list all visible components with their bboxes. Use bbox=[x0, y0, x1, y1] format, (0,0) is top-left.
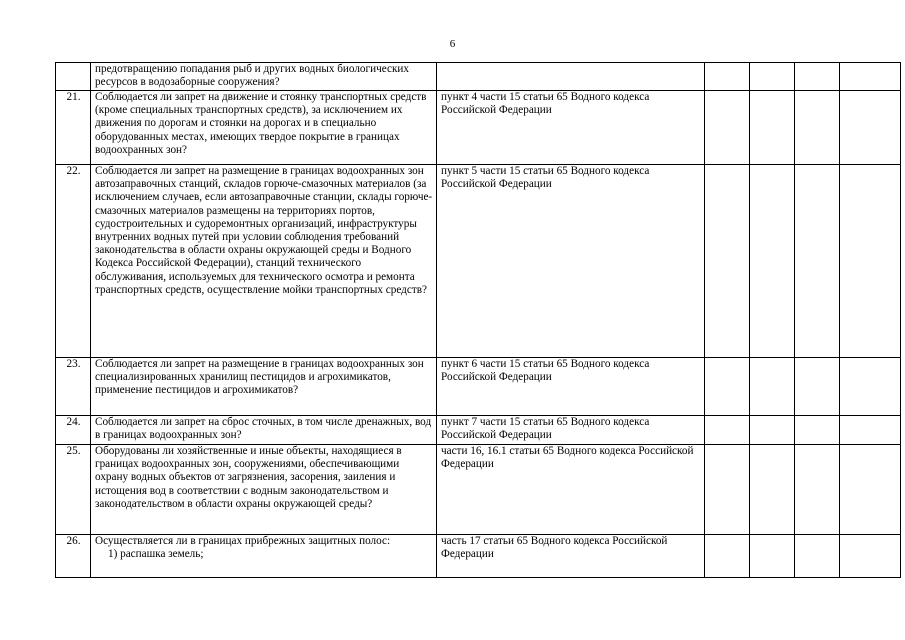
page-number: 6 bbox=[449, 38, 456, 50]
reference-cell: пункт 7 части 15 статьи 65 Водного кодекса Российской Федерации bbox=[437, 416, 705, 445]
note-cell bbox=[840, 165, 901, 358]
answer-no-cell bbox=[750, 91, 795, 165]
answer-yes-cell bbox=[705, 535, 750, 578]
answer-no-cell bbox=[750, 165, 795, 358]
question-cell: предотвращению попадания рыб и других водных биологических ресурсов в водозаборные сооружения? bbox=[91, 63, 437, 91]
answer-na-cell bbox=[795, 358, 840, 416]
question-cell bbox=[91, 535, 437, 578]
table-row bbox=[56, 63, 901, 91]
checklist-table bbox=[55, 62, 901, 578]
answer-na-cell bbox=[795, 416, 840, 445]
answer-no-cell bbox=[750, 63, 795, 91]
note-cell bbox=[840, 416, 901, 445]
reference-cell: пункт 5 части 15 статьи 65 Водного кодекса Российской Федерации bbox=[437, 165, 705, 358]
note-cell bbox=[840, 535, 901, 578]
answer-yes-cell bbox=[705, 358, 750, 416]
note-cell bbox=[840, 358, 901, 416]
question-cell: Соблюдается ли запрет на размещение в границах водоохранных зон автозаправочных станций, складов горюче-смазочных материалов (за исключением случаев, если автозаправочные станции, склады горюче-смазочных материалов размещены на территориях портов, судостроительных и судоремонтных организаций, инфраструктуры внутренних водных путей при условии соблюдения требований законодательства в области охраны окружающей среды и Водного Кодекса Российской Федерации), станций технического обслуживания, используемых для технического осмотра и ремонта транспортных средств, осуществление мойки транспортных средств? bbox=[91, 165, 437, 358]
answer-yes-cell bbox=[705, 165, 750, 358]
answer-yes-cell bbox=[705, 416, 750, 445]
answer-yes-cell bbox=[705, 63, 750, 91]
answer-na-cell bbox=[795, 63, 840, 91]
table-row bbox=[56, 535, 901, 578]
row-number: 25. bbox=[56, 445, 91, 535]
reference-cell bbox=[437, 63, 705, 91]
question-cell: Соблюдается ли запрет на движение и стоянку транспортных средств (кроме специальных транспортных средств), за исключением их движения по дорогам и стоянки на дорогах и в специально оборудованных местах, имеющих твердое покрытие в границах водоохранных зон? bbox=[91, 91, 437, 165]
table-row bbox=[56, 416, 901, 445]
answer-no-cell bbox=[750, 535, 795, 578]
table-row bbox=[56, 358, 901, 416]
note-cell bbox=[840, 91, 901, 165]
row-number: 26. bbox=[56, 535, 91, 578]
answer-yes-cell bbox=[705, 445, 750, 535]
reference-cell: часть 17 статьи 65 Водного кодекса Российской Федерации bbox=[437, 535, 705, 578]
answer-yes-cell bbox=[705, 91, 750, 165]
table-row bbox=[56, 91, 901, 165]
row-number: 23. bbox=[56, 358, 91, 416]
row-number bbox=[56, 63, 91, 91]
answer-no-cell bbox=[750, 416, 795, 445]
reference-cell: пункт 6 части 15 статьи 65 Водного кодекса Российской Федерации bbox=[437, 358, 705, 416]
question-cell: Соблюдается ли запрет на размещение в границах водоохранных зон специализированных хранилищ пестицидов и агрохимикатов, применение пестицидов и агрохимикатов? bbox=[91, 358, 437, 416]
sub-item: 1) распашка земель; bbox=[108, 548, 204, 561]
table-row bbox=[56, 165, 901, 358]
note-cell bbox=[840, 445, 901, 535]
question-cell: Соблюдается ли запрет на сброс сточных, в том числе дренажных, вод в границах водоохранных зон? bbox=[91, 416, 437, 445]
row-number: 24. bbox=[56, 416, 91, 445]
row-number: 22. bbox=[56, 165, 91, 358]
table-row bbox=[56, 445, 901, 535]
note-cell bbox=[840, 63, 901, 91]
row-number: 21. bbox=[56, 91, 91, 165]
answer-na-cell bbox=[795, 535, 840, 578]
answer-no-cell bbox=[750, 358, 795, 416]
question-text: Осуществляется ли в границах прибрежных защитных полос: bbox=[95, 535, 391, 547]
answer-na-cell bbox=[795, 165, 840, 358]
reference-cell: пункт 4 части 15 статьи 65 Водного кодекса Российской Федерации bbox=[437, 91, 705, 165]
answer-na-cell bbox=[795, 91, 840, 165]
question-cell: Оборудованы ли хозяйственные и иные объекты, находящиеся в границах водоохранных зон, сооружениями, обеспечивающими охрану водных объектов от загрязнения, засорения, заиления и истощения вод в соответствии с водным законодательством и законодательством в области охраны окружающей среды? bbox=[91, 445, 437, 535]
reference-cell: части 16, 16.1 статьи 65 Водного кодекса Российской Федерации bbox=[437, 445, 705, 535]
answer-na-cell bbox=[795, 445, 840, 535]
answer-no-cell bbox=[750, 445, 795, 535]
